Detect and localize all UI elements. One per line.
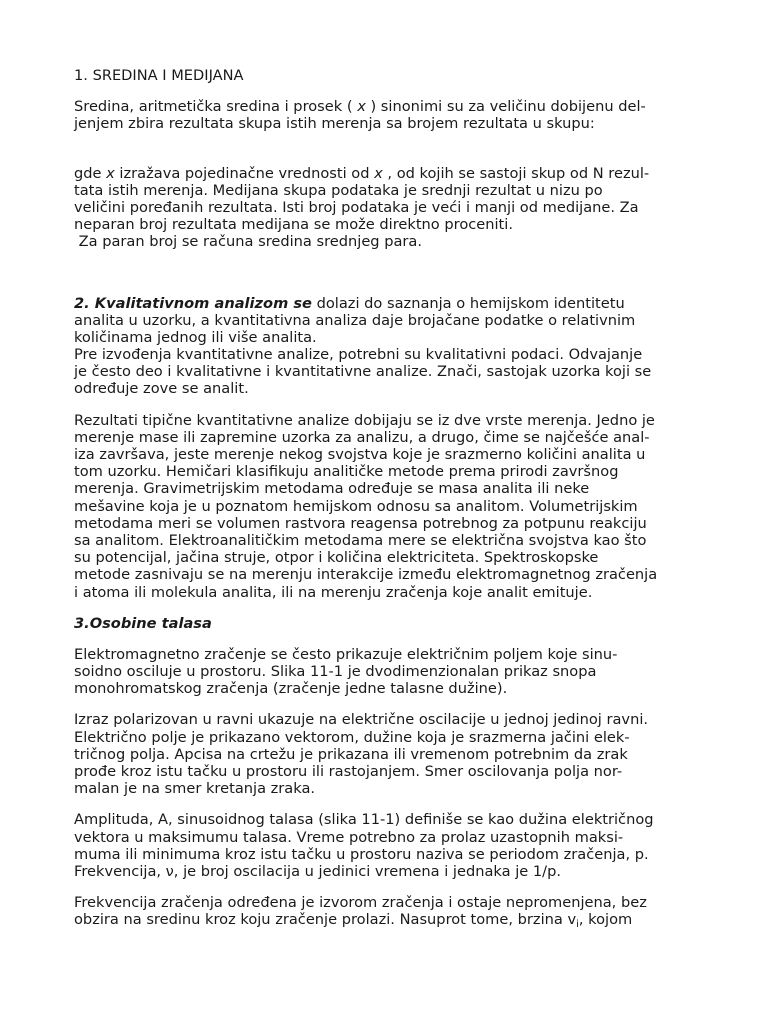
text-line: Pre izvođenja kvantitativne analize, potrebni su kvalitativni podaci. Odvajanje	[74, 346, 643, 364]
text-line: metodama meri se volumen rastvora reagensa potrebnog za potpunu reakciju	[74, 514, 647, 532]
text-line: soidno osciluje u prostoru. Slika 11-1 je dvodimenzionalan prikaz snopa	[74, 663, 597, 681]
document-page	[74, 67, 698, 929]
text-line: Sredina, aritmetička sredina i prosek ( x ) sinonimi su za veličinu dobijenu del-	[74, 98, 646, 116]
text-line: analita u uzorku, a kvantitativna analiza daje brojačane podatke o relativnim	[74, 311, 636, 329]
section-2-heading: 2. Kvalitativnom analizom se	[74, 294, 312, 312]
text-line: tata istih merenja. Medijana skupa podataka je srednji rezultat u nizu po	[74, 181, 603, 199]
text-line: i atoma ili molekula analita, ili na merenju zračenja koje analit emituje.	[74, 583, 593, 601]
section-1-paragraph-2	[74, 165, 698, 251]
section-1-heading: 1. SREDINA I MEDIJANA	[74, 67, 244, 84]
section-2-paragraph-1	[74, 295, 698, 398]
text-line: gde x izražava pojedinačne vrednosti od x , od kojih se sastoji skup od N rezul-	[74, 164, 650, 182]
text-line: neparan broj rezultata medijana se može direktno proceniti.	[74, 216, 513, 234]
text-line: monohromatskog zračenja (zračenje jedne talasne dužine).	[74, 680, 508, 698]
text-line: Izraz polarizovan u ravni ukazuje na električne oscilacije u jednoj jedinoj ravni.	[74, 711, 649, 729]
text-line: određuje zove se analit.	[74, 380, 249, 398]
text-line: obzira na sredinu kroz koju zračenje prolazi. Nasuprot tome, brzina $v_i$, kojom	[74, 911, 633, 931]
text-line: vektora u maksimumu talasa. Vreme potrebno za prolaz uzastopnih maksi-	[74, 828, 624, 846]
text-line: Frekvencija zračenja određena je izvorom zračenja i ostaje nepromenjena, bez	[74, 894, 647, 912]
text-line: tom uzorku. Hemičari klasifikuju analitičke metode prema prirodi završnog	[74, 463, 619, 481]
section-2-paragraph-2	[74, 412, 698, 601]
text-line: sa analitom. Elektroanalitičkim metodama mere se električna svojstva kao što	[74, 531, 647, 549]
text-line: 2. Kvalitativnom analizom se dolazi do saznanja o hemijskom identitetu	[74, 294, 625, 312]
text-line: malan je na smer kretanja zraka.	[74, 780, 316, 798]
section-3-paragraph-2	[74, 711, 698, 797]
text-line: merenje mase ili zapremine uzorka za analizu, a drugo, čime se najčešće anal-	[74, 428, 650, 446]
text-line: muma ili minimuma kroz istu tačku u prostoru naziva se periodom zračenja, p.	[74, 845, 649, 863]
section-1-paragraph-1	[74, 98, 698, 132]
text-line: prođe kroz istu tačku u prostoru ili rastojanjem. Smer oscilovanja polja nor-	[74, 763, 623, 780]
text-line: iza završava, jeste merenje nekog svojstva koje je srazmerno količini analita u	[74, 446, 646, 463]
text-line: su potencijal, jačina struje, otpor i količina elektriciteta. Spektroskopske	[74, 549, 599, 567]
section-3-paragraph-4	[74, 894, 698, 931]
text-line: jenjem zbira rezultata skupa istih merenja sa brojem rezultata u skupu:	[74, 115, 595, 133]
section-3-paragraph-3	[74, 811, 698, 880]
text-line: količinama jednog ili više analita.	[74, 328, 317, 346]
text-line: metode zasnivaju se na merenju interakcije između elektromagnetnog zračenja	[74, 566, 658, 584]
text-line: je često deo i kvalitativne i kvantitativne analize. Znači, sastojak uzorka koji se	[74, 363, 652, 381]
text-line: Za paran broj se računa sredina srednjeg para.	[74, 233, 422, 251]
text-line: merenja. Gravimetrijskim metodama određuje se masa analita ili neke	[74, 480, 590, 498]
text-line: Frekvencija, ν, je broj oscilacija u jedinici vremena i jednaka je 1/p.	[74, 862, 561, 880]
text-line: tričnog polja. Apcisa na crtežu je prikazana ili vremenom potrebnim da zrak	[74, 745, 628, 763]
text-line: mešavine koja je u poznatom hemijskom odnosu sa analitom. Volumetrijskim	[74, 497, 638, 515]
text-line: veličini poređanih rezultata. Isti broj podataka je veći i manji od medijane. Za	[74, 198, 639, 216]
section-3-paragraph-1	[74, 646, 698, 698]
text-line: Električno polje je prikazano vektorom, dužine koja je srazmerna jačini elek-	[74, 728, 630, 746]
text-line: Elektromagnetno zračenje se često prikazuje električnim poljem koje sinu-	[74, 645, 618, 663]
text-line: Rezultati tipične kvantitativne analize dobijaju se iz dve vrste merenja. Jedno je	[74, 411, 655, 429]
section-3-heading: 3.Osobine talasa	[74, 614, 212, 632]
text-line: Amplituda, A, sinusoidnog talasa (slika 11-1) definiše se kao dužina električnog	[74, 811, 654, 829]
